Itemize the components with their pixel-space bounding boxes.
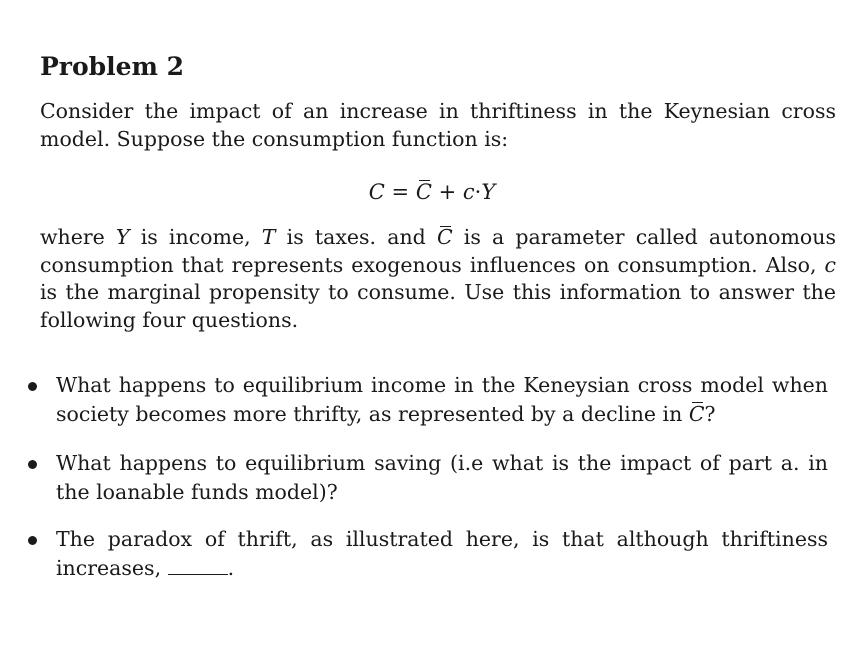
question-3-text: The paradox of thrift, as illustrated here, is that although thriftiness increases,	[56, 527, 828, 580]
question-item	[28, 371, 828, 428]
bullet-icon	[28, 382, 37, 391]
eq-plus: +	[438, 180, 457, 204]
desc-T: T	[261, 225, 276, 249]
intro-paragraph: Consider the impact of an increase in thriftiness in the Keynesian cross model. Suppose the consumption function is:	[40, 99, 836, 151]
question-1-symbol: C	[689, 400, 705, 429]
question-1-text: What happens to equilibrium income in the Keneysian cross model when society becomes more thrifty, as represented by a decline in	[56, 373, 828, 426]
desc-part2: is income,	[129, 225, 262, 249]
desc-part4: is a parameter called autonomous consumption that represents exogenous influences on consumption. Also,	[40, 225, 836, 277]
eq-lhs: C	[368, 180, 385, 204]
question-item	[28, 525, 828, 582]
question-1-end: ?	[704, 401, 716, 426]
eq-autonomous-consumption: C	[416, 177, 432, 207]
desc-Cbar: C	[437, 224, 453, 252]
description-paragraph	[40, 224, 836, 334]
eq-mpc: c	[462, 180, 475, 204]
eq-equals: =	[391, 180, 410, 204]
question-item	[28, 449, 828, 506]
desc-part1: where	[40, 225, 116, 249]
eq-dot: ·	[474, 180, 482, 204]
question-text	[56, 371, 828, 428]
eq-income: Y	[481, 180, 496, 204]
bullet-icon	[28, 460, 37, 469]
problem-title: Problem 2	[40, 52, 185, 81]
desc-c: c	[824, 252, 836, 277]
question-2-text: What happens to equilibrium saving (i.e what is the impact of part a. in the loanable funds model)?	[56, 451, 828, 504]
answer-blank[interactable]	[168, 556, 228, 575]
bullet-icon	[28, 536, 37, 545]
consumption-equation	[0, 177, 864, 207]
question-3-end: .	[227, 555, 235, 580]
question-text	[56, 525, 828, 582]
desc-Y: Y	[115, 225, 130, 249]
desc-part3: is taxes. and	[275, 225, 437, 249]
desc-part5: is the marginal propensity to consume. Use this information to answer the following four questions.	[40, 280, 836, 332]
